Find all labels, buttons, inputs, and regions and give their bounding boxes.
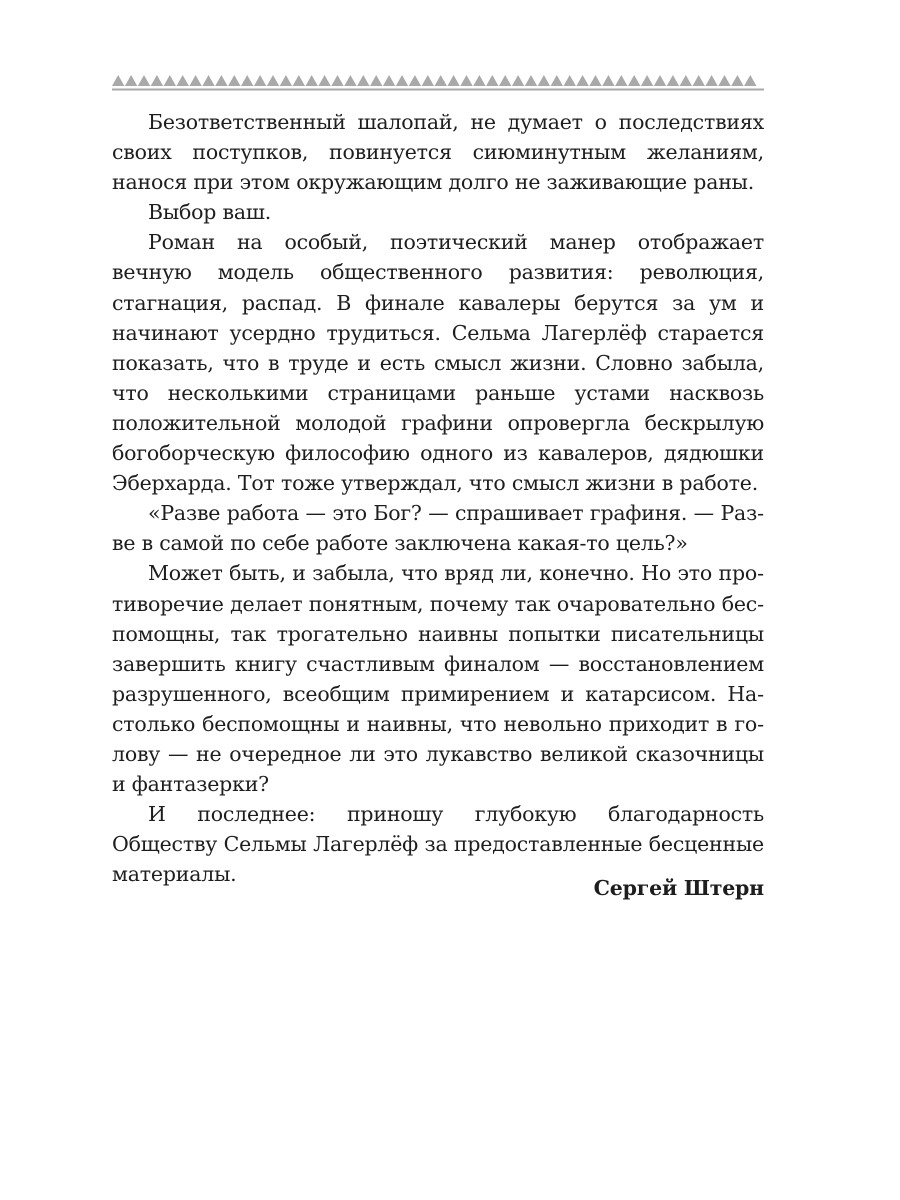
ornament-triangles (112, 75, 757, 86)
ornament-triangle (215, 75, 227, 86)
paragraph-3: Роман на особый, поэтический манер отображает вечную модель общественного развития: революция, стагнация, распад. В финале кавалеры берутся за ум и начинают усердно трудиться. Сельма Лагерлёф старается показать, что в труде и есть смысл жизни. Словно забыла, что несколькими страницами раньше устами насквозь положительной молодой графини опровергла бескрылую богоборческую философию одного из кавалеров, дядюшки Эберхарда. Тот тоже утверждал, что смысл жизни в работе. (112, 230, 764, 496)
ornament-triangle (422, 75, 434, 86)
ornament-triangle (680, 75, 692, 86)
ornament-triangle (744, 75, 756, 86)
ornament-triangle (189, 75, 201, 86)
paragraph-4: «Разве работа — это Бог? — спрашивает графиня. — Разве в самой по себе работе заключена какая-то цель?» (112, 501, 764, 556)
ornament-triangle (654, 75, 666, 86)
ornament-triangle (512, 75, 524, 86)
ornament-triangle (177, 75, 189, 86)
ornament-triangle (344, 75, 356, 86)
ornament-triangle (331, 75, 343, 86)
ornament-triangle (486, 75, 498, 86)
ornament-triangle (602, 75, 614, 86)
ornament-triangle (267, 75, 279, 86)
ornament-triangle (280, 75, 292, 86)
ornament-triangle (241, 75, 253, 86)
paragraph-5: Может быть, и забыла, что вряд ли, конечно. Но это противоречие делает понятным, почему так очаровательно беспомощны, так трогательно наивны попытки писательницы завершить книгу счастливым финалом — восстановлением разрушенного, всеобщим примирением и катарсисом. Настолько беспомощны и наивны, что невольно приходит в голову — не очередное ли это лукавство великой сказочницы и фантазерки? (112, 561, 764, 797)
ornament-triangle (435, 75, 447, 86)
ornament-triangle (460, 75, 472, 86)
ornament-triangle (447, 75, 459, 86)
ornament-triangle (693, 75, 705, 86)
ornament-triangle (473, 75, 485, 86)
paragraph-2: Выбор ваш. (148, 200, 272, 225)
body-text (112, 107, 764, 889)
ornament-triangle (151, 75, 163, 86)
paragraph-1: Безответственный шалопай, не думает о последствиях своих поступков, повинуется сиюминутным желаниям, нанося при этом окружающим долго не заживающие раны. (112, 110, 764, 195)
ornament-triangle (628, 75, 640, 86)
ornament-triangle (228, 75, 240, 86)
paragraph-6: И последнее: приношу глубокую благодарность Обществу Сельмы Лагерлёф за предоставленные бесценные материалы. (112, 802, 764, 887)
ornament-triangle (306, 75, 318, 86)
ornament-triangle (370, 75, 382, 86)
ornament-triangle (551, 75, 563, 86)
ornament-triangle (125, 75, 137, 86)
author-signature: Сергей Штерн (593, 876, 764, 900)
ornament-triangle (564, 75, 576, 86)
ornament-triangle (667, 75, 679, 86)
ornament-triangle (318, 75, 330, 86)
ornament-triangle (525, 75, 537, 86)
ornament-triangle (254, 75, 266, 86)
ornament-triangle (718, 75, 730, 86)
ornament-triangle (641, 75, 653, 86)
ornament-triangle (164, 75, 176, 86)
ornament-triangle (293, 75, 305, 86)
ornament-triangle (576, 75, 588, 86)
ornament-triangle (589, 75, 601, 86)
ornament-triangle (499, 75, 511, 86)
ornament-triangle (138, 75, 150, 86)
ornament-triangle (396, 75, 408, 86)
ornament-triangle (538, 75, 550, 86)
ornament-triangle (615, 75, 627, 86)
header-ornament (112, 72, 764, 94)
ornament-triangle (383, 75, 395, 86)
ornament-triangle (357, 75, 369, 86)
ornament-triangle (202, 75, 214, 86)
ornament-triangle (705, 75, 717, 86)
ornament-triangle (112, 75, 124, 86)
ornament-triangle (731, 75, 743, 86)
ornament-triangle (409, 75, 421, 86)
